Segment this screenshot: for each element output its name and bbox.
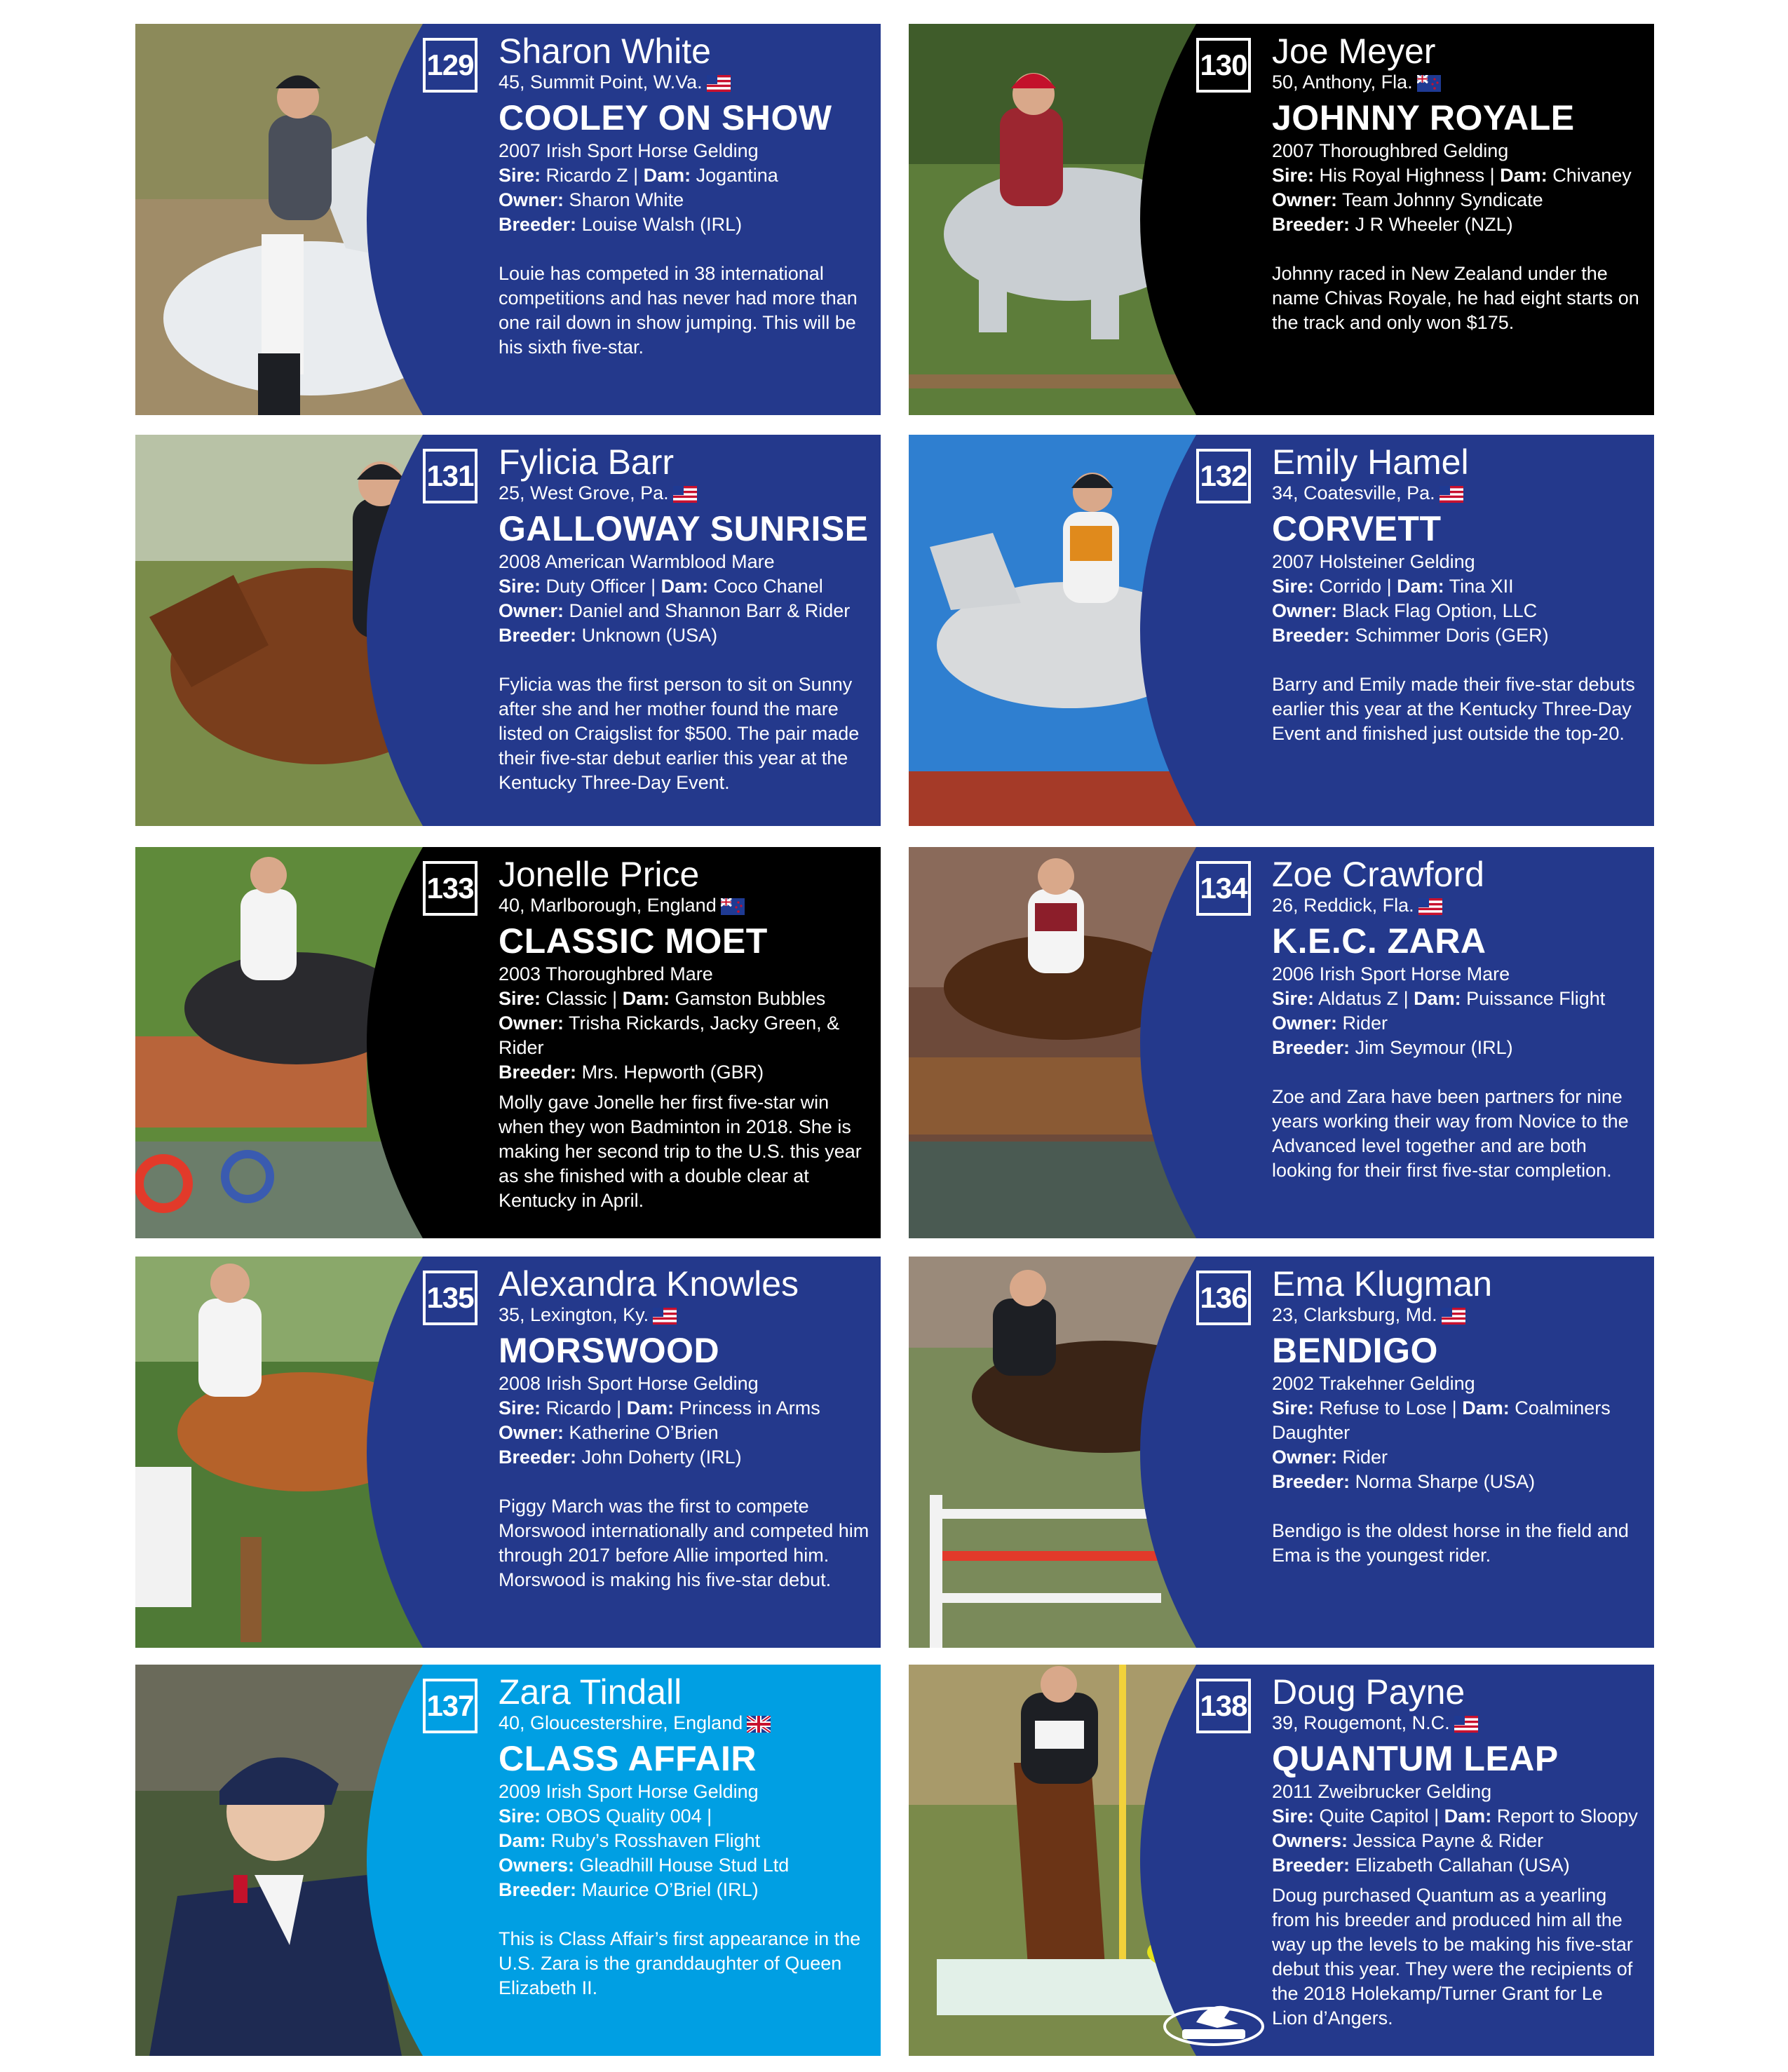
usa-flag-icon [1442, 1308, 1465, 1325]
rider-name: Emily Hamel [1272, 442, 1469, 482]
horse-breeder: Breeder: Unknown (USA) [499, 625, 718, 646]
horse-name: MORSWOOD [499, 1331, 720, 1370]
bib-number: 138 [1196, 1679, 1251, 1733]
card-text [1272, 31, 1644, 335]
horse-bio: This is Class Affair’s first appearance in the U.S. Zara is the granddaughter of Queen Elizabeth II. [499, 1928, 861, 1998]
horse-bio: Bendigo is the oldest horse in the field and Ema is the youngest rider. [1272, 1520, 1629, 1566]
horse-owner: Owner: Daniel and Shannon Barr & Rider [499, 600, 851, 621]
rider-card-138 [909, 1665, 1654, 2056]
rider-card-131 [135, 435, 881, 826]
horse-bio: Molly gave Jonelle her first five-star win when they won Badminton in 2018. She is making her second trip to the U.S. this year as she finished with a double clear at Kentucky in April. [499, 1092, 862, 1211]
horse-pedigree: Sire: Classic | Dam: Gamston Bubbles [499, 988, 826, 1009]
usa-flag-icon [1418, 898, 1442, 915]
rider-location: 39, Rougemont, N.C. [1272, 1711, 1644, 1735]
rider-card-129 [135, 24, 881, 415]
usa-flag-icon [673, 486, 697, 503]
bib-number: 134 [1196, 861, 1251, 916]
horse-pedigree: Sire: Ricardo Z | Dam: Jogantina [499, 165, 778, 186]
rider-card-130 [909, 24, 1654, 415]
young-event-horse-logo [1161, 1993, 1266, 2049]
horse-owner: Owner: Black Flag Option, LLC [1272, 600, 1538, 621]
horse-name: CLASSIC MOET [499, 921, 768, 961]
horse-name: K.E.C. ZARA [1272, 921, 1486, 961]
new-zealand-flag-icon [721, 898, 745, 915]
bib-number: 130 [1196, 38, 1251, 93]
rider-location: 25, West Grove, Pa. [499, 481, 870, 505]
horse-bio: Fylicia was the first person to sit on Sunny after she and her mother found the mare listed on Craigslist for $500. The pair made their five-star debut earlier this year at the Kentucky Three-Day Event. [499, 674, 860, 793]
card-text [1272, 1264, 1644, 1568]
bib-number: 135 [423, 1271, 478, 1325]
horse-name: COOLEY ON SHOW [499, 98, 832, 137]
bib-number: 133 [423, 861, 478, 916]
rider-location: 34, Coatesville, Pa. [1272, 481, 1644, 505]
usa-flag-icon [1454, 1716, 1478, 1733]
horse-name: BENDIGO [1272, 1331, 1438, 1370]
horse-pedigree: Sire: Aldatus Z | Dam: Puissance Flight [1272, 988, 1606, 1009]
rider-location: 40, Marlborough, England [499, 893, 870, 917]
horse-breed: 2007 Irish Sport Horse Gelding [499, 140, 759, 161]
horse-pedigree: Sire: Quite Capitol | Dam: Report to Sloopy [1272, 1806, 1638, 1827]
usa-flag-icon [653, 1308, 677, 1325]
rider-card-135 [135, 1257, 881, 1648]
horse-breeder: Breeder: Louise Walsh (IRL) [499, 214, 743, 235]
horse-bio: Louie has competed in 38 international competitions and has never had more than one rail down in show jumping. This will be his sixth five-star. [499, 263, 858, 358]
horse-breeder: Breeder: J R Wheeler (NZL) [1272, 214, 1513, 235]
horse-bio: Barry and Emily made their five-star debuts earlier this year at the Kentucky Three-Day Event and finished just outside the top-20. [1272, 674, 1635, 744]
rider-name: Alexandra Knowles [499, 1264, 799, 1304]
rider-card-137 [135, 1665, 881, 2056]
rider-name: Sharon White [499, 32, 711, 71]
horse-name: CLASS AFFAIR [499, 1739, 757, 1778]
horse-owner: Owner: Sharon White [499, 189, 684, 210]
rider-card-133 [135, 847, 881, 1238]
rider-name: Doug Payne [1272, 1672, 1465, 1712]
bib-number: 132 [1196, 449, 1251, 503]
horse-owner: Owner: Trisha Rickards, Jacky Green, & Rider [499, 1013, 840, 1058]
bib-number: 137 [423, 1679, 478, 1733]
rider-location: 35, Lexington, Ky. [499, 1303, 870, 1327]
card-text [1272, 442, 1644, 746]
rider-location: 40, Gloucestershire, England [499, 1711, 870, 1735]
horse-sire: Sire: OBOS Quality 004 | [499, 1806, 712, 1827]
rider-name: Ema Klugman [1272, 1264, 1493, 1304]
horse-name: JOHNNY ROYALE [1272, 98, 1575, 137]
horse-breed: 2007 Holsteiner Gelding [1272, 551, 1475, 572]
horse-name: CORVETT [1272, 509, 1442, 548]
horse-owner: Owners: Gleadhill House Stud Ltd [499, 1855, 790, 1876]
card-text [499, 1672, 870, 2000]
horse-breeder: Breeder: Maurice O’Briel (IRL) [499, 1879, 759, 1900]
rider-location: 23, Clarksburg, Md. [1272, 1303, 1644, 1327]
horse-bio: Piggy March was the first to compete Morswood internationally and competed him through 2017 before Allie imported him. Morswood is making his five-star debut. [499, 1496, 869, 1590]
horse-breeder: Breeder: Norma Sharpe (USA) [1272, 1471, 1536, 1492]
rider-card-134 [909, 847, 1654, 1238]
horse-breed: 2008 Irish Sport Horse Gelding [499, 1373, 759, 1394]
horse-dam: Dam: Ruby’s Rosshaven Flight [499, 1830, 761, 1851]
horse-owner: Owner: Rider [1272, 1447, 1388, 1468]
uk-flag-icon [747, 1716, 771, 1733]
rider-location: 50, Anthony, Fla. [1272, 70, 1644, 94]
horse-breed: 2008 American Warmblood Mare [499, 551, 775, 572]
horse-owner: Owner: Rider [1272, 1013, 1388, 1034]
horse-name: GALLOWAY SUNRISE [499, 509, 869, 548]
new-zealand-flag-icon [1417, 75, 1441, 92]
rider-card-136 [909, 1257, 1654, 1648]
horse-breeder: Breeder: Elizabeth Callahan (USA) [1272, 1855, 1570, 1876]
rider-name: Fylicia Barr [499, 442, 675, 482]
card-text [499, 31, 870, 360]
horse-breeder: Breeder: Jim Seymour (IRL) [1272, 1037, 1513, 1058]
horse-breeder: Breeder: Schimmer Doris (GER) [1272, 625, 1549, 646]
bib-number: 131 [423, 449, 478, 503]
rider-location: 26, Reddick, Fla. [1272, 893, 1644, 917]
horse-pedigree: Sire: Corrido | Dam: Tina XII [1272, 576, 1514, 597]
card-text [499, 854, 870, 1213]
horse-breeder: Breeder: John Doherty (IRL) [499, 1447, 742, 1468]
horse-owner: Owners: Jessica Payne & Rider [1272, 1830, 1544, 1851]
horse-breed: 2009 Irish Sport Horse Gelding [499, 1781, 759, 1802]
rider-location: 45, Summit Point, W.Va. [499, 70, 870, 94]
bib-number: 129 [423, 38, 478, 93]
horse-bio: Zoe and Zara have been partners for nine years working their way from Novice to the Advanced level together and are both looking for their first five-star completion. [1272, 1086, 1629, 1181]
horse-owner: Owner: Team Johnny Syndicate [1272, 189, 1543, 210]
horse-pedigree: Sire: Ricardo | Dam: Princess in Arms [499, 1397, 820, 1418]
rider-name: Zara Tindall [499, 1672, 682, 1712]
card-text [499, 1264, 870, 1592]
card-text [499, 442, 870, 795]
usa-flag-icon [707, 75, 731, 92]
horse-breed: 2007 Thoroughbred Gelding [1272, 140, 1509, 161]
horse-breed: 2003 Thoroughbred Mare [499, 963, 713, 984]
usa-flag-icon [1440, 486, 1463, 503]
rider-name: Jonelle Price [499, 855, 700, 894]
horse-breeder: Breeder: Mrs. Hepworth (GBR) [499, 1062, 764, 1083]
horse-name: QUANTUM LEAP [1272, 1739, 1559, 1778]
rider-name: Zoe Crawford [1272, 855, 1484, 894]
bib-number: 136 [1196, 1271, 1251, 1325]
horse-breed: 2006 Irish Sport Horse Mare [1272, 963, 1510, 984]
card-text [1272, 854, 1644, 1183]
horse-bio: Doug purchased Quantum as a yearling from his breeder and produced him all the way up the levels to be making his five-star debut this year. They were the recipients of the 2018 Holekamp/Turner Grant for Le Lion d’Angers. [1272, 1885, 1633, 2029]
rider-name: Joe Meyer [1272, 32, 1436, 71]
card-text [1272, 1672, 1644, 2031]
rider-card-132 [909, 435, 1654, 826]
horse-pedigree: Sire: His Royal Highness | Dam: Chivaney [1272, 165, 1632, 186]
horse-breed: 2002 Trakehner Gelding [1272, 1373, 1475, 1394]
horse-bio: Johnny raced in New Zealand under the name Chivas Royale, he had eight starts on the track and only won $175. [1272, 263, 1639, 333]
horse-pedigree: Sire: Refuse to Lose | Dam: Coalminers Daughter [1272, 1397, 1611, 1443]
horse-pedigree: Sire: Duty Officer | Dam: Coco Chanel [499, 576, 823, 597]
horse-breed: 2011 Zweibrucker Gelding [1272, 1781, 1492, 1802]
horse-owner: Owner: Katherine O’Brien [499, 1422, 719, 1443]
